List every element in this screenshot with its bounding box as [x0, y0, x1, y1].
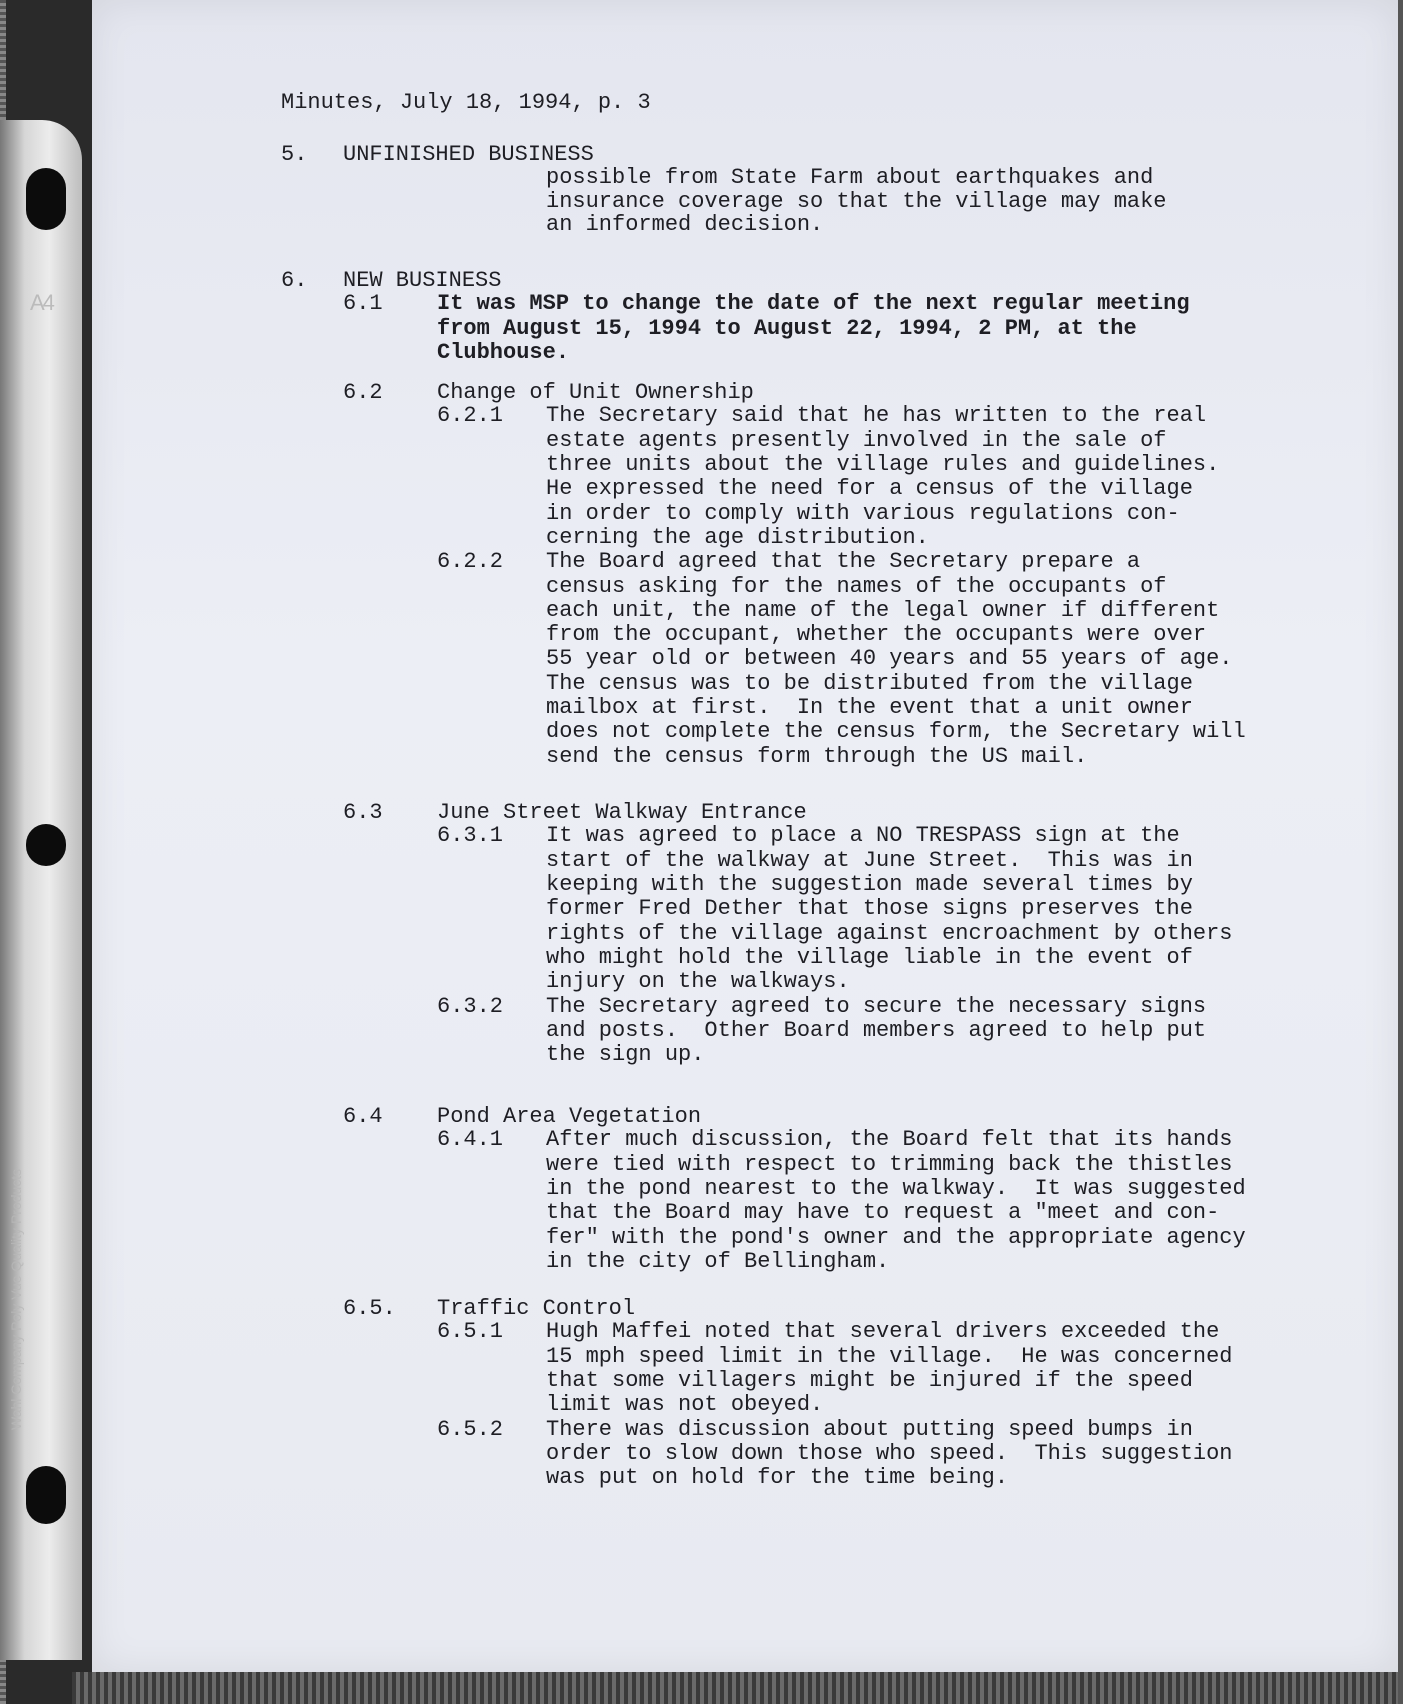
- section-title: UNFINISHED BUSINESS: [343, 142, 594, 167]
- body-line: 55 year old or between 40 years and 55 years of age.: [546, 646, 1233, 672]
- body-line: rights of the village against encroachment by others: [546, 920, 1233, 946]
- body-line: that the Board may have to request a "meet and con-: [546, 1200, 1220, 1226]
- body-line: and posts. Other Board members agreed to help put: [546, 1017, 1207, 1043]
- body-line: It was agreed to place a NO TRESPASS sign at the: [546, 823, 1180, 849]
- item-title: Pond Area Vegetation: [437, 1104, 702, 1129]
- body-line: keeping with the suggestion made several times by: [546, 872, 1193, 897]
- item-number: 6.4: [343, 1104, 383, 1129]
- bold-resolution-line: Clubhouse.: [437, 340, 570, 366]
- body-line: an informed decision.: [546, 212, 824, 238]
- body-line: fer" with the pond's owner and the appropriate agency: [546, 1224, 1246, 1250]
- body-line: estate agents presently involved in the sale of: [546, 427, 1167, 453]
- body-line: that some villagers might be injured if the speed: [546, 1368, 1193, 1393]
- bold-resolution-line: from August 15, 1994 to August 22, 1994, 2 PM, at the: [437, 315, 1137, 341]
- subitem-number: 6.4.1: [437, 1127, 504, 1153]
- item-number: 6.1: [343, 291, 383, 316]
- body-line: in order to comply with various regulations con-: [546, 500, 1180, 526]
- body-line: 15 mph speed limit in the village. He was concerned: [546, 1343, 1233, 1369]
- body-line: the sign up.: [546, 1042, 705, 1068]
- body-line: cerning the age distribution.: [546, 524, 929, 550]
- body-line: There was discussion about putting speed bumps in: [546, 1416, 1193, 1442]
- section-title: NEW BUSINESS: [343, 268, 502, 293]
- item-number: 6.3: [343, 800, 383, 825]
- body-line: from the occupant, whether the occupants were over: [546, 622, 1207, 648]
- body-line: were tied with respect to trimming back the thistles: [546, 1151, 1233, 1177]
- sleeve-brand-text: Wahl Company Poly Vue Quality Products: [8, 1168, 24, 1430]
- subitem-number: 6.3.1: [437, 823, 504, 849]
- section-number: 5.: [281, 142, 308, 167]
- body-line: The Secretary said that he has written to the real: [546, 403, 1207, 429]
- body-line: in the pond nearest to the walkway. It was suggested: [546, 1176, 1246, 1201]
- body-line: was put on hold for the time being.: [546, 1465, 1009, 1491]
- item-number: 6.2: [343, 380, 383, 405]
- item-number: 6.5.: [343, 1296, 396, 1321]
- body-line: injury on the walkways.: [546, 969, 850, 995]
- body-line: order to slow down those who speed. This suggestion: [546, 1440, 1233, 1466]
- subitem-number: 6.3.2: [437, 993, 504, 1019]
- body-line: He expressed the need for a census of the village: [546, 476, 1193, 502]
- subitem-number: 6.5.2: [437, 1416, 504, 1442]
- section-number: 6.: [281, 268, 308, 293]
- body-line: The Board agreed that the Secretary prepare a: [546, 549, 1141, 575]
- body-line: Hugh Maffei noted that several drivers exceeded the: [546, 1319, 1220, 1345]
- body-line: possible from State Farm about earthquakes and: [546, 165, 1154, 191]
- body-line: limit was not obeyed.: [546, 1392, 824, 1418]
- body-line: send the census form through the US mail.: [546, 743, 1088, 769]
- bold-resolution-line: It was MSP to change the date of the next regular meeting: [437, 291, 1190, 316]
- body-line: start of the walkway at June Street. This was in: [546, 847, 1193, 873]
- sleeve-size-label: A4: [30, 290, 53, 315]
- page-header: Minutes, July 18, 1994, p. 3: [281, 90, 651, 115]
- body-line: insurance coverage so that the village may make: [546, 188, 1167, 214]
- body-line: each unit, the name of the legal owner if different: [546, 597, 1220, 623]
- body-line: census asking for the names of the occupants of: [546, 573, 1167, 599]
- item-title: Change of Unit Ownership: [437, 380, 754, 405]
- body-line: The census was to be distributed from the village: [546, 670, 1193, 696]
- subitem-number: 6.2.1: [437, 403, 504, 429]
- body-line: in the city of Bellingham.: [546, 1248, 890, 1274]
- item-title: Traffic Control: [437, 1296, 636, 1321]
- body-line: does not complete the census form, the Secretary will: [546, 719, 1246, 745]
- subitem-number: 6.5.1: [437, 1319, 504, 1345]
- body-line: three units about the village rules and guidelines.: [546, 452, 1220, 477]
- body-line: who might hold the village liable in the event of: [546, 944, 1193, 970]
- body-line: The Secretary agreed to secure the necessary signs: [546, 993, 1207, 1019]
- body-line: mailbox at first. In the event that a unit owner: [546, 695, 1193, 720]
- body-line: After much discussion, the Board felt that its hands: [546, 1127, 1233, 1153]
- item-title: June Street Walkway Entrance: [437, 800, 807, 825]
- body-line: former Fred Dether that those signs preserves the: [546, 896, 1193, 922]
- subitem-number: 6.2.2: [437, 549, 504, 575]
